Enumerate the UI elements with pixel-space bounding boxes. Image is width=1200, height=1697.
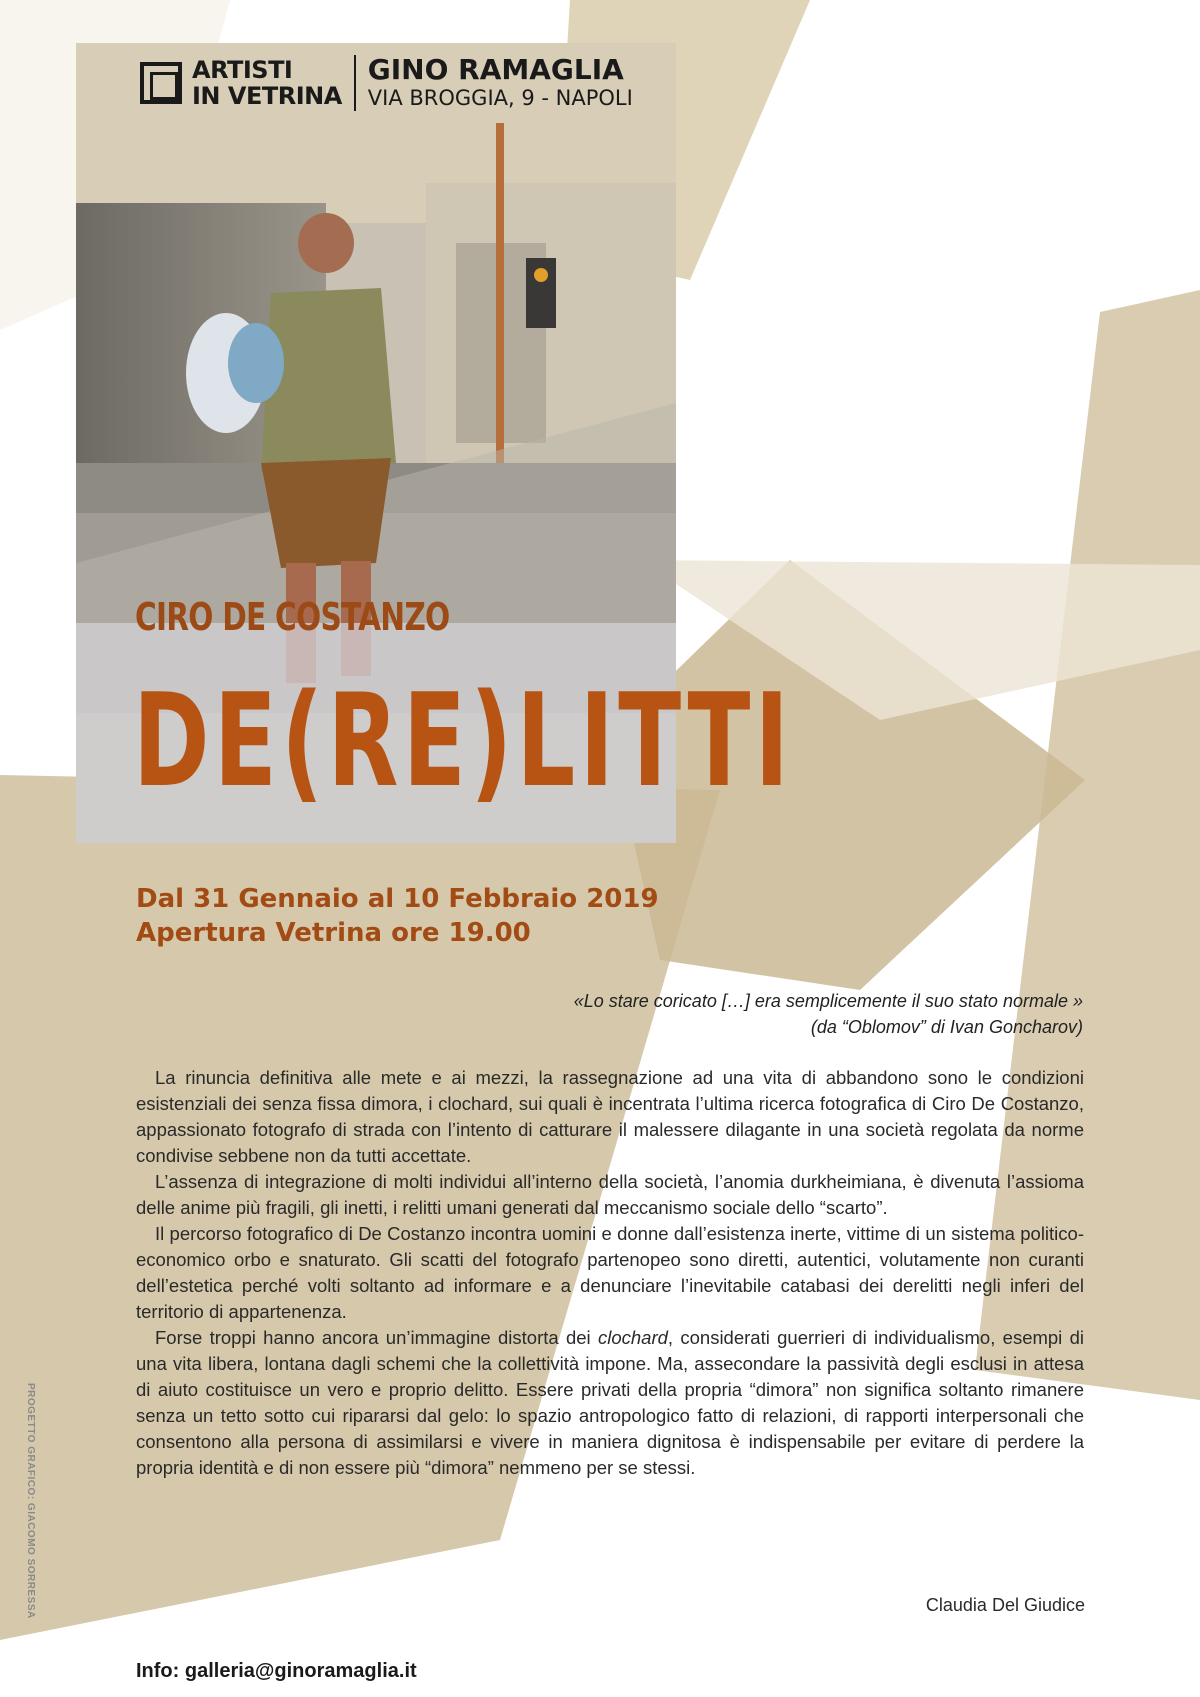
epigraph-quote (574, 988, 1083, 1040)
artisti-in-vetrina-logo (140, 55, 633, 111)
paragraph-4-end: , considerati guerrieri di individualismo, esempi di una vita libera, lontana dagli schemi che la collettività impone. Ma, assecondare la passività degli esclusi in attesa di aiuto costituisce un vero e proprio delitto. Essere privati della propria “dimora” non significa soltanto rimanere senza un tetto sotto cui ripararsi dal gelo: lo spazio antropologico fatto di relazioni, di rapporti interpersonali che consentono alla persona di assimilarsi e vivere in maniera dignitosa è indispensabile per evitare di perdere la propria identità e di non essere più “dimora” nemmeno per se stessi. (136, 1327, 1085, 1478)
design-credit (22, 1383, 36, 1619)
artist-name: CIRO DE COSTANZO (135, 595, 450, 639)
paragraph-1: La rinuncia definitiva alle mete e ai mezzi, la rassegnazione ad una vita di abbandono sono le condizioni esistenziali dei senza fissa dimora, i clochard, sui quali è incentrata l’ultima ricerca fotografica di Ciro De Costanzo, appassionato fotografo di strada con l’intento di catturare il malessere dilagante in una società regolata da norme condivise sebbene non da tutti accettate. (136, 1067, 1084, 1166)
exhibition-dates (136, 882, 659, 950)
essay-author: Claudia Del Giudice (925, 1595, 1085, 1615)
clochard-emphasis: clochard (597, 1327, 668, 1348)
opening-time: Apertura Vetrina ore 19.00 (136, 918, 531, 948)
logo-divider (354, 55, 356, 111)
contact-info[interactable]: Info: galleria@ginoramaglia.it (136, 1660, 417, 1682)
paragraph-4-start: Forse troppi hanno ancora un’immagine distorta dei (155, 1327, 598, 1348)
logo-square-icon (140, 62, 182, 104)
logo-wordmark (192, 57, 342, 109)
logo-line-2: IN VETRINA (192, 82, 342, 110)
gallery-address: VIA BROGGIA, 9 - NAPOLI (367, 86, 633, 110)
paragraph-2: L’assenza di integrazione di molti individui all’interno della società, l’anomia durkheimiana, è divenuta l’assioma delle anime più fragili, gli inetti, i relitti umani generati dal meccanismo sociale dello “scarto”. (136, 1171, 1084, 1218)
paragraph-4 (136, 1325, 1084, 1481)
design-credit-text: PROGETTO GRAFICO: GIACOMO SORRESSA (25, 1383, 36, 1619)
quote-source: (da “Oblomov” di Ivan Goncharov) (810, 1017, 1083, 1037)
logo-line-1: ARTISTI (192, 56, 293, 84)
exhibition-title: DE(RE)LITTI (133, 667, 794, 816)
date-range: Dal 31 Gennaio al 10 Febbraio 2019 (136, 884, 659, 914)
gallery-name: GINO RAMAGLIA (367, 53, 624, 86)
essay-text (136, 1065, 1084, 1481)
gallery-block (368, 55, 633, 111)
quote-text: «Lo stare coricato […] era semplicemente il suo stato normale » (573, 991, 1083, 1011)
paragraph-3: Il percorso fotografico di De Costanzo incontra uomini e donne dall’esistenza inerte, vittime di un sistema politico-economico orbo e snaturato. Gli scatti del fotografo partenopeo sono diretti, autentici, volutamente non curanti dell’estetica perché volti soltanto ad informare e a denunciare l’inevitabile catabasi dei derelitti negli inferi del territorio di appartenenza. (136, 1223, 1084, 1322)
